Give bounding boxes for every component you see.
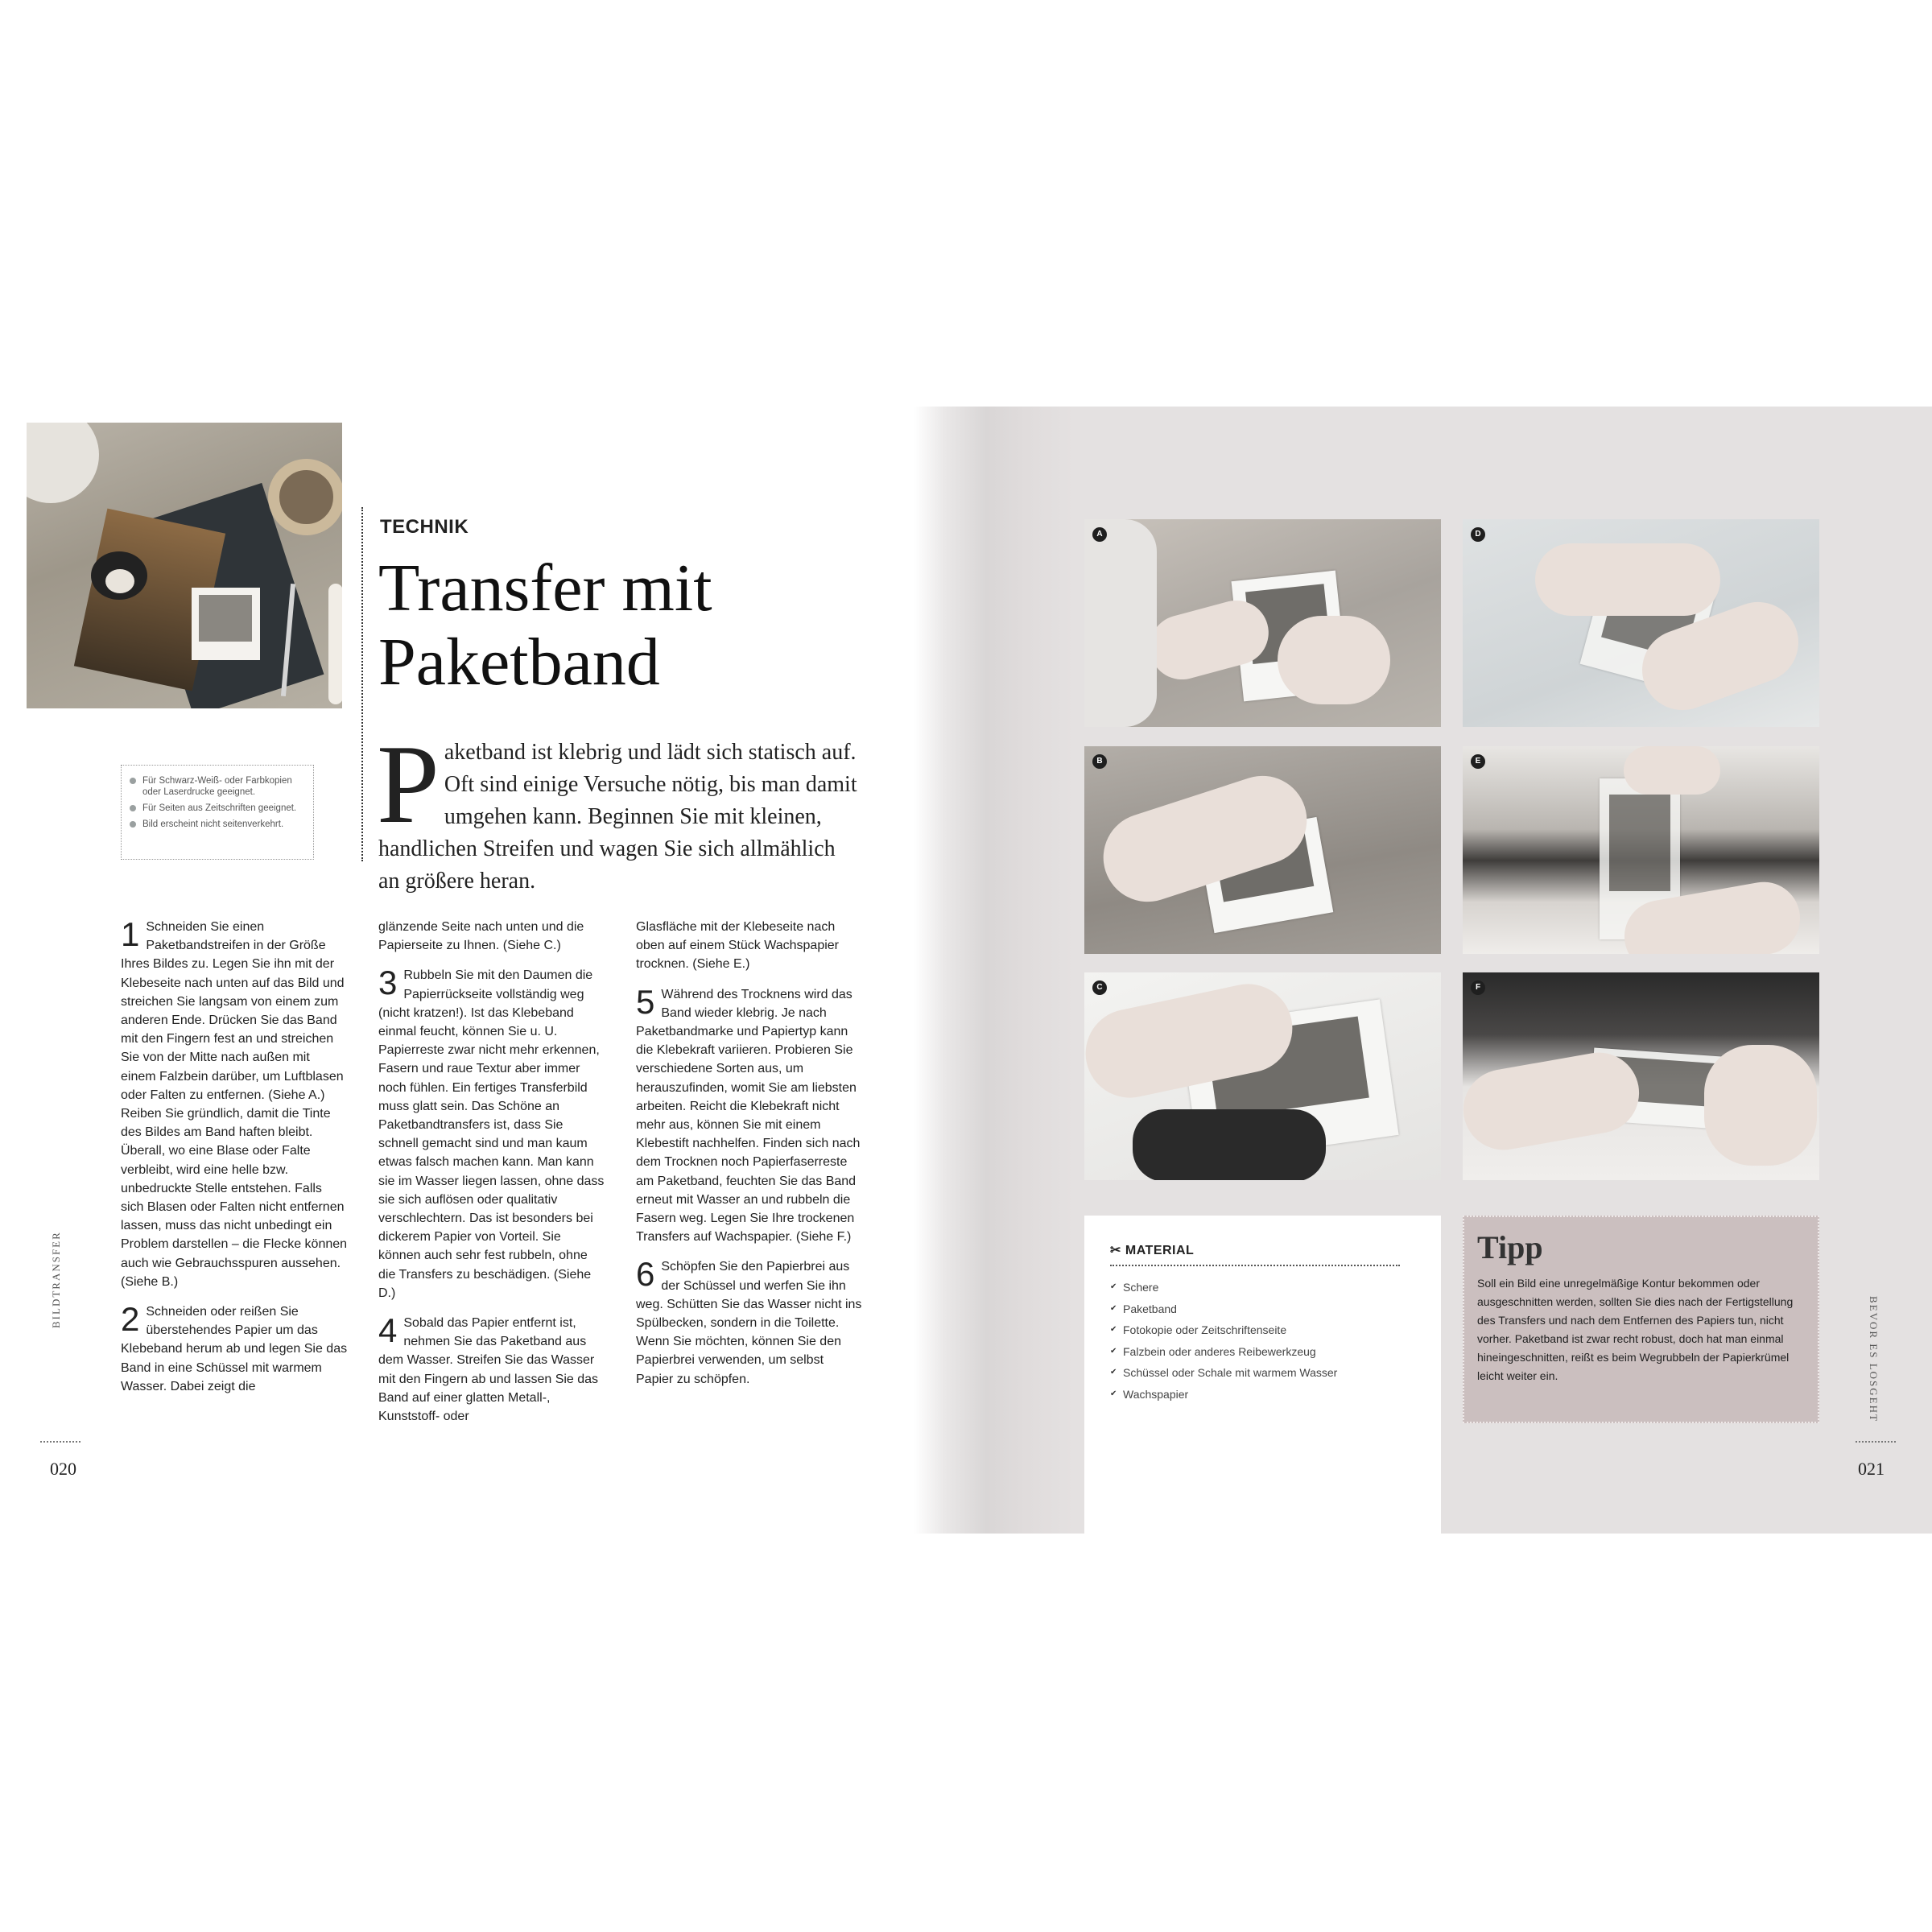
- material-heading: [1110, 1242, 1400, 1266]
- scissors-icon: ✂: [1110, 1244, 1121, 1257]
- step-text: Während des Trocknens wird das Band wieder klebrig. Je nach Paketbandmarke und Papiertyp kann die Klebekraft variieren. Probieren Sie verschiedene Sorten aus, um herauszufinden, womit Sie am liebsten arbeiten. Reicht die Klebekraft nicht mehr aus, können Sie mit einem Klebestift nachhelfen. Finden sich nach dem Trocknen noch Papierfaserreste am Paketband, feuchten Sie das Band erneut mit Wasser an und rubbeln die Fasern weg. Legen Sie Ihre trockenen Transfers auf Wachspapier. (Siehe F.): [636, 987, 861, 1245]
- step-3: [378, 966, 605, 1302]
- title-line-2: Paketband: [378, 625, 660, 700]
- material-item: ✔ Schere: [1110, 1277, 1337, 1298]
- material-item: ✔ Falzbein oder anderes Reibewerkzeug: [1110, 1341, 1337, 1363]
- running-head-right: BEVOR ES LOSGEHT: [1868, 1296, 1880, 1422]
- step-photo-d: [1463, 519, 1819, 727]
- step-4: [378, 1311, 605, 1426]
- text-column-3: [636, 918, 863, 1400]
- material-item: ✔ Paketband: [1110, 1298, 1337, 1320]
- section-kicker: TECHNIK: [380, 516, 469, 538]
- running-head-left: BILDTRANSFER: [50, 1231, 62, 1328]
- step-text: Schneiden Sie einen Paketbandstreifen in der Größe Ihres Bildes zu. Legen Sie ihn mit der Klebeseite nach unten auf das Bild und streichen Sie langsam von einem zum anderen Ende. Drücken Sie das Band mit den Fingern fest an und streichen Sie von der Mitte nach außen mit einem Falzbein darüber, um Luftblasen oder Falten zu entfernen. (Siehe A.) Reiben Sie gründlich, damit die Tinte des Bildes am Band haften bleibt. Überall, wo eine Blase oder Falte verbleibt, wird eine helle bzw. unbedruckte Stelle entstehen. Falls sich Blasen oder Falten nicht entfernen lassen, muss das nicht unbedingt ein Problem darstellen – die Flecke können auch wie Gebrauchsspuren aussehen. (Siehe B.): [121, 920, 348, 1289]
- property-item: Bild erscheint nicht seitenverkehrt.: [130, 819, 307, 830]
- step-number: 2: [121, 1300, 140, 1339]
- property-item: Für Seiten aus Zeitschriften geeignet.: [130, 803, 307, 814]
- property-item: Für Schwarz-Weiß- oder Farbkopien oder Laserdrucke geeignet.: [130, 775, 307, 798]
- step-4-continued: [636, 918, 863, 974]
- dotted-rule: [40, 1441, 80, 1443]
- page-title: [378, 551, 861, 700]
- dotted-rule: [1856, 1441, 1896, 1443]
- step-number: 6: [636, 1255, 655, 1294]
- photo-label: D: [1471, 527, 1485, 542]
- step-6: [636, 1257, 863, 1388]
- text-column-2: [378, 918, 605, 1437]
- step-photo-a: [1084, 519, 1441, 727]
- material-box: [1084, 1216, 1441, 1534]
- tip-box: [1463, 1216, 1819, 1423]
- photo-label: F: [1471, 980, 1485, 995]
- photo-label: C: [1092, 980, 1107, 995]
- dotted-divider: [361, 507, 363, 861]
- page-number-left: 020: [50, 1459, 76, 1479]
- step-text: Rubbeln Sie mit den Daumen die Papierrückseite vollständig weg (nicht kratzen!). Ist das Klebeband einmal feucht, können Sie u. U. Papierreste zwar nicht mehr erkennen, Fasern und raue Textur aber immer noch fühlen. Ein fertiges Transferbild muss glatt sein. Das Schöne an Paketbandtransfers ist, dass Sie schnell gemacht sind und man kaum etwas falsch machen kann. Man kann sie im Wasser liegen lassen, ohne dass sie sich auflösen oder qualitativ verschlechtern. Das ist besonders bei dickerem Papier von Vorteil. Sie können auch sehr fest rubbeln, ohne die Transfers zu beschädigen. (Siehe D.): [378, 968, 605, 1300]
- tip-heading: Tipp: [1477, 1229, 1543, 1265]
- step-2: [121, 1302, 348, 1396]
- page-number-right: 021: [1858, 1459, 1885, 1479]
- step-text: Glasfläche mit der Klebeseite nach oben auf einem Stück Wachspapier trocknen. (Siehe E.): [636, 920, 839, 972]
- intro-paragraph: [377, 722, 861, 898]
- step-number: 3: [378, 964, 398, 1002]
- step-photo-c: [1084, 972, 1441, 1180]
- step-photo-f: [1463, 972, 1819, 1180]
- text-column-1: [121, 915, 348, 1407]
- step-photo-b: [1084, 746, 1441, 954]
- step-5: [636, 982, 863, 1247]
- drop-cap: P: [377, 722, 440, 847]
- photo-label: E: [1471, 754, 1485, 769]
- step-text: glänzende Seite nach unten und die Papierseite zu Ihnen. (Siehe C.): [378, 920, 584, 953]
- step-2-continued: [378, 918, 605, 955]
- step-number: 4: [378, 1311, 398, 1350]
- photo-label: A: [1092, 527, 1107, 542]
- step-number: 1: [121, 915, 140, 953]
- step-text: Sobald das Papier entfernt ist, nehmen Sie das Paketband aus dem Wasser. Streifen Sie das Wasser mit den Fingern ab und lassen Sie das Band auf einer glatten Metall-, Kunststoff- oder: [378, 1316, 599, 1424]
- materials-photo: [27, 423, 342, 708]
- material-item: ✔ Fotokopie oder Zeitschriftenseite: [1110, 1319, 1337, 1341]
- material-item: ✔ Wachspapier: [1110, 1384, 1337, 1406]
- intro-text: aketband ist klebrig und lädt sich statisch auf. Oft sind einige Versuche nötig, bis man damit umgehen kann. Beginnen Sie mit kleinen, handlichen Streifen und wagen Sie sich allmählich an größere heran.: [378, 740, 857, 894]
- step-text: Schöpfen Sie den Papierbrei aus der Schüssel und werfen Sie ihn weg. Schütten Sie das Wasser nicht ins Spülbecken, sondern in die Toilette. Wenn Sie möchten, können Sie den Papierbrei verwenden, um selbst Papier zu schöpfen.: [636, 1260, 862, 1386]
- step-photo-e: [1463, 746, 1819, 954]
- photo-label: B: [1092, 754, 1107, 769]
- step-number: 5: [636, 982, 655, 1021]
- material-heading-text: MATERIAL: [1125, 1244, 1195, 1257]
- tip-text: Soll ein Bild eine unregelmäßige Kontur bekommen oder ausgeschnitten werden, sollten Sie dies nach der Fertigstellung des Transfers und nach dem Entfernen des Papiers tun, nicht vorher. Paketband ist zwar recht robust, doch hat man einmal hineingeschnitten, reißt es beim Wegrubbeln der Papierkrümel leicht weiter ein.: [1477, 1277, 1794, 1382]
- title-line-1: Transfer mit: [378, 551, 712, 625]
- step-text: Schneiden oder reißen Sie überstehendes Papier um das Klebeband herum ab und legen Sie das Band in eine Schüssel mit warmem Wasser. Dabei zeigt die: [121, 1305, 348, 1393]
- properties-box: [121, 765, 314, 860]
- material-item: ✔ Schüssel oder Schale mit warmem Wasser: [1110, 1362, 1337, 1384]
- step-1: [121, 915, 348, 1291]
